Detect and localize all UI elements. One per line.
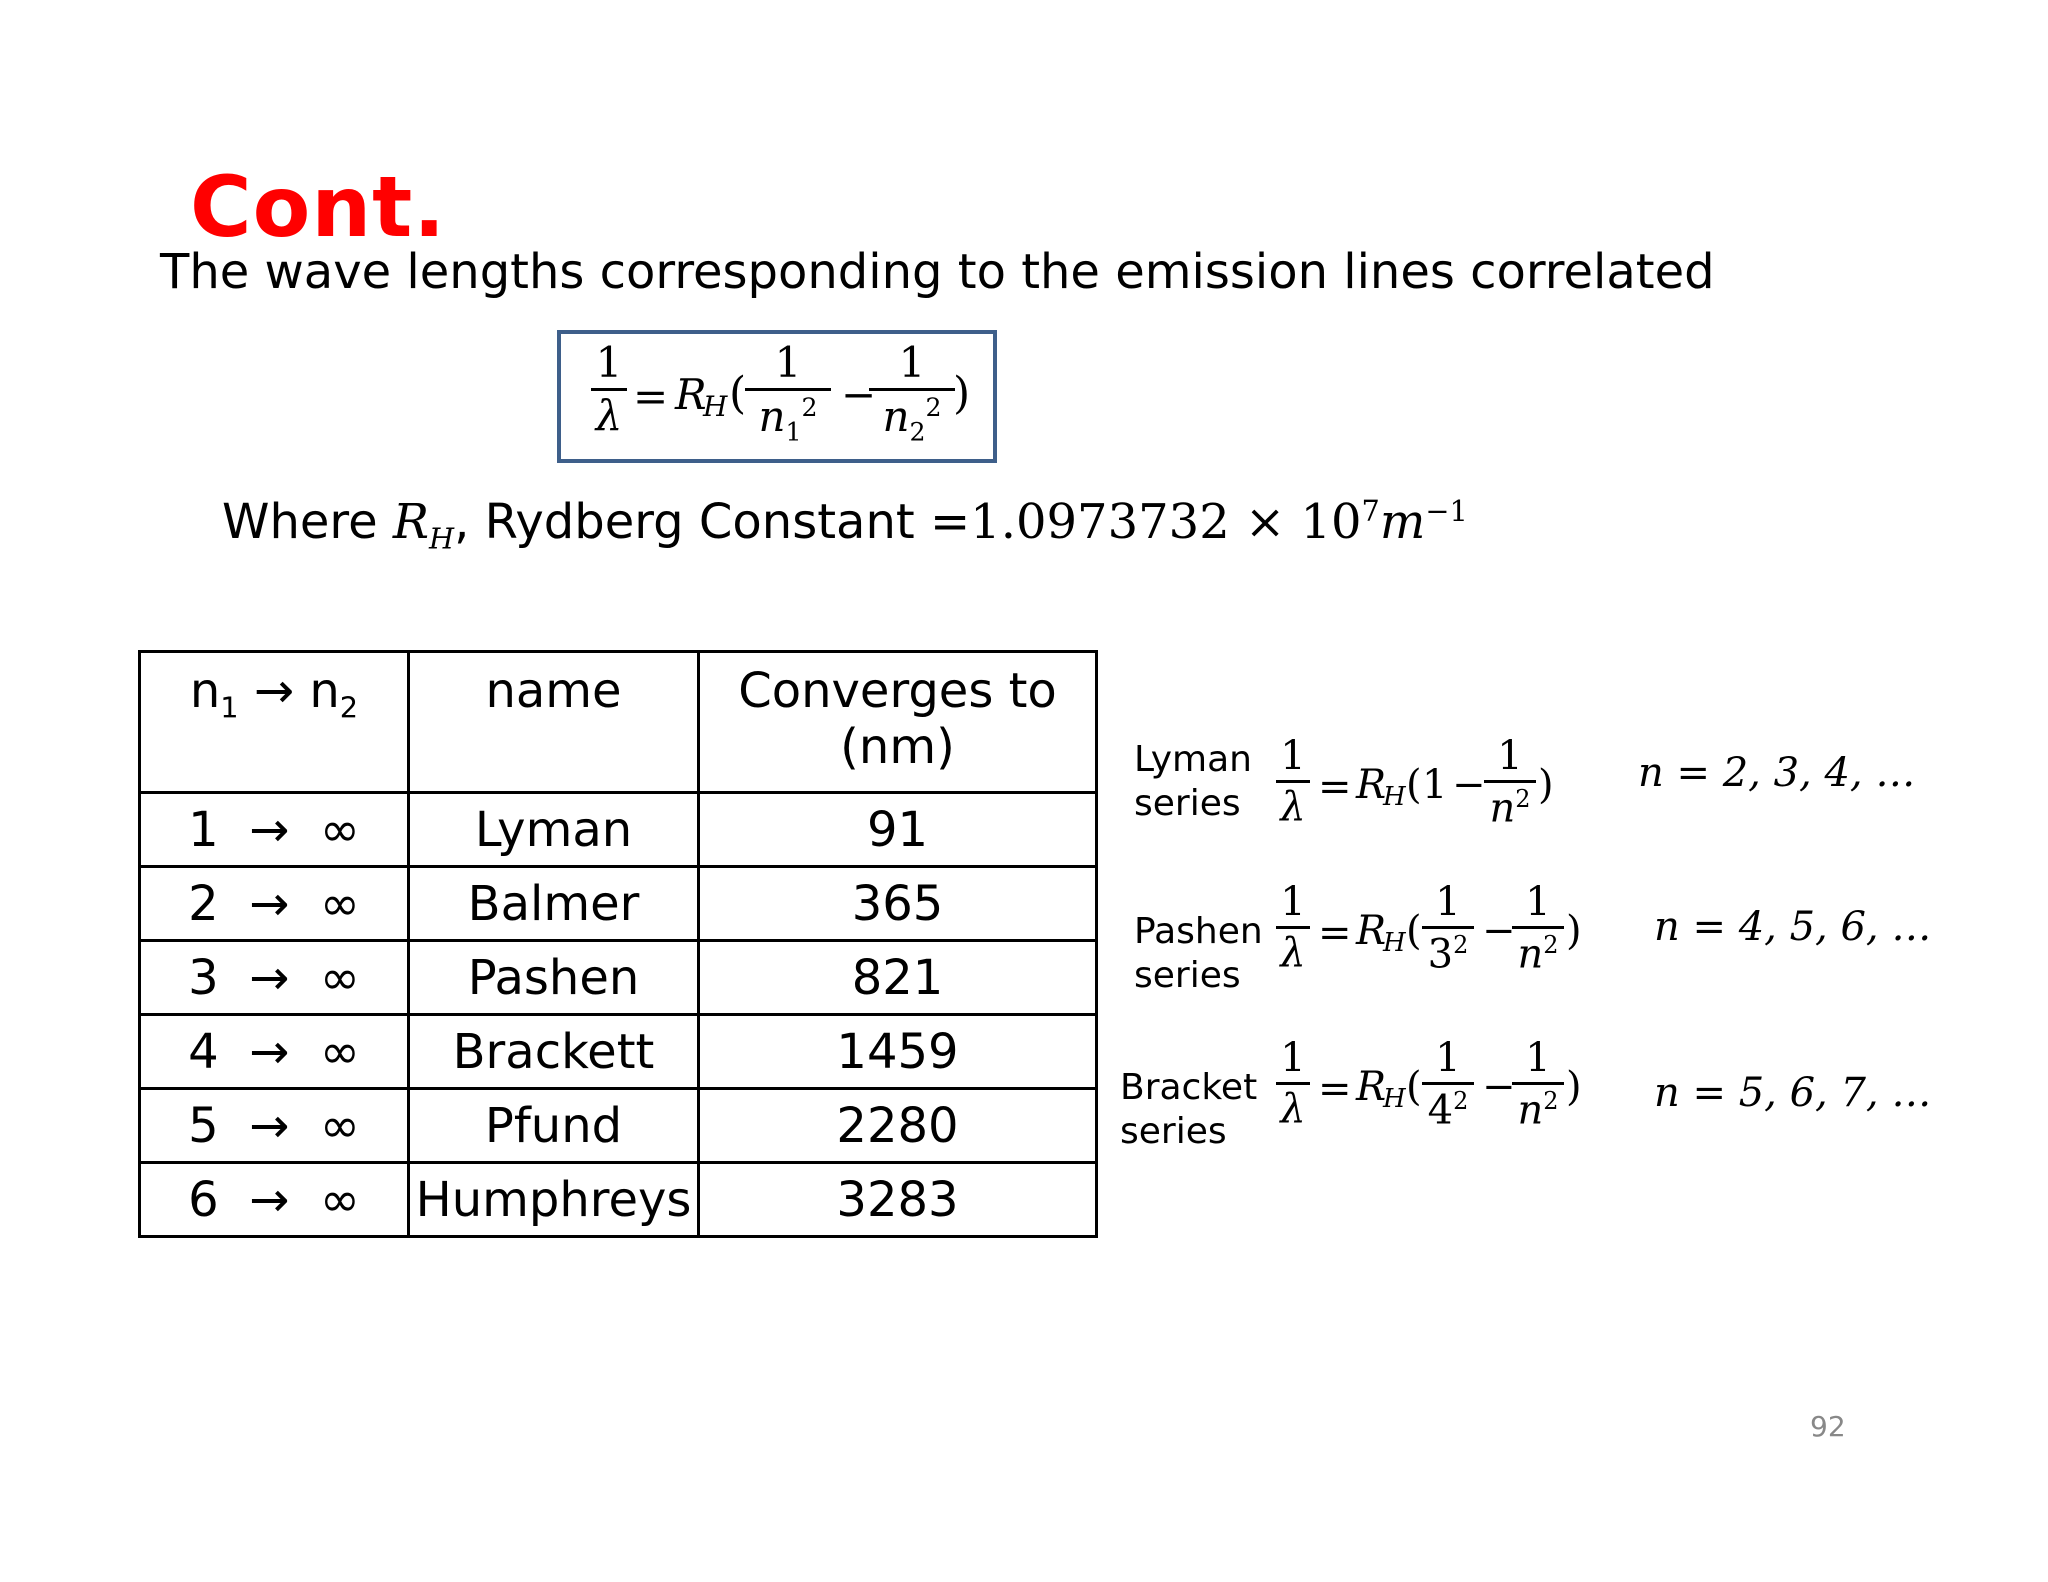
formula-term1: 1 $n_1^2$	[745, 342, 831, 445]
table-header-row	[140, 652, 1097, 793]
pashen-series-formula: Pashen series 1 λ = R H ( 1 $3^2$ − 1 $n^2$ ) n = 4, 5, 6, …	[1134, 879, 1932, 996]
cell-name: Brackett	[409, 1015, 699, 1089]
lhs-denominator: λ	[595, 391, 623, 440]
cell-value: 821	[699, 941, 1097, 1015]
lhs-numerator: 1	[595, 338, 623, 387]
cell-value: 3283	[699, 1163, 1097, 1237]
table-row	[140, 793, 1097, 867]
cell-name: Humphreys	[409, 1163, 699, 1237]
bracket-label: Bracket	[1120, 1067, 1258, 1108]
table-row	[140, 867, 1097, 941]
cell-value: 2280	[699, 1089, 1097, 1163]
formula-term2: 1 $n_2^2$	[869, 342, 955, 445]
lyman-label: Lyman	[1134, 739, 1253, 780]
formula-open-paren: (	[729, 368, 747, 419]
cell-name: Balmer	[409, 867, 699, 941]
table-row	[140, 1089, 1097, 1163]
cell-transition: 5 → ∞	[140, 1089, 409, 1163]
hydrogen-series-table	[138, 650, 1098, 1238]
pashen-label: Pashen	[1134, 911, 1263, 952]
lyman-label-series: series	[1134, 783, 1241, 824]
page-number: 92	[1810, 1410, 1846, 1443]
bracket-n-values: n = 5, 6, 7, …	[1654, 1070, 1932, 1116]
cell-value: 91	[699, 793, 1097, 867]
lyman-series-formula: Lyman series 1 λ = R H ( 1 − 1 $n^2$ ) n = 2, 3, 4, …	[1134, 733, 1916, 832]
bracket-label-series: series	[1120, 1111, 1227, 1152]
header-name: name	[409, 652, 699, 793]
bracket-series-formula: Bracket series 1 λ = R H ( 1 $4^2$ − 1 $n^2$ ) n = 5, 6, 7, …	[1120, 1035, 1932, 1152]
cell-transition: 3 → ∞	[140, 941, 409, 1015]
formula-lhs-fraction	[591, 338, 627, 440]
cell-transition: 1 → ∞	[140, 793, 409, 867]
header-transition: $n_1 \to n_2$	[140, 652, 409, 793]
cell-name: Pfund	[409, 1089, 699, 1163]
header-converges: Converges to (nm)	[699, 652, 1097, 793]
pashen-label-series: series	[1134, 955, 1241, 996]
cell-transition: 6 → ∞	[140, 1163, 409, 1237]
cell-transition: 4 → ∞	[140, 1015, 409, 1089]
formula-r-subscript: H	[703, 390, 728, 423]
slide-subtitle: The wave lengths corresponding to the emission lines correlated	[160, 244, 1715, 300]
formula-minus: −	[841, 370, 877, 419]
cell-name: Lyman	[409, 793, 699, 867]
lyman-n-values: n = 2, 3, 4, …	[1638, 750, 1916, 796]
table-row	[140, 1163, 1097, 1237]
formula-equals: =	[633, 372, 669, 421]
cell-value: 1459	[699, 1015, 1097, 1089]
cell-name: Pashen	[409, 941, 699, 1015]
rydberg-constant-line: Where $R_H$, Rydberg Constant $=1.0973732 \times 10^7m^{-1}$	[222, 494, 1468, 556]
main-formula-box	[557, 330, 997, 463]
table-row	[140, 941, 1097, 1015]
cell-value: 365	[699, 867, 1097, 941]
formula-r: R	[675, 370, 707, 419]
table-row	[140, 1015, 1097, 1089]
formula-close-paren: )	[953, 368, 971, 419]
pashen-n-values: n = 4, 5, 6, …	[1654, 904, 1932, 950]
slide-title: Cont.	[190, 158, 447, 256]
cell-transition: 2 → ∞	[140, 867, 409, 941]
